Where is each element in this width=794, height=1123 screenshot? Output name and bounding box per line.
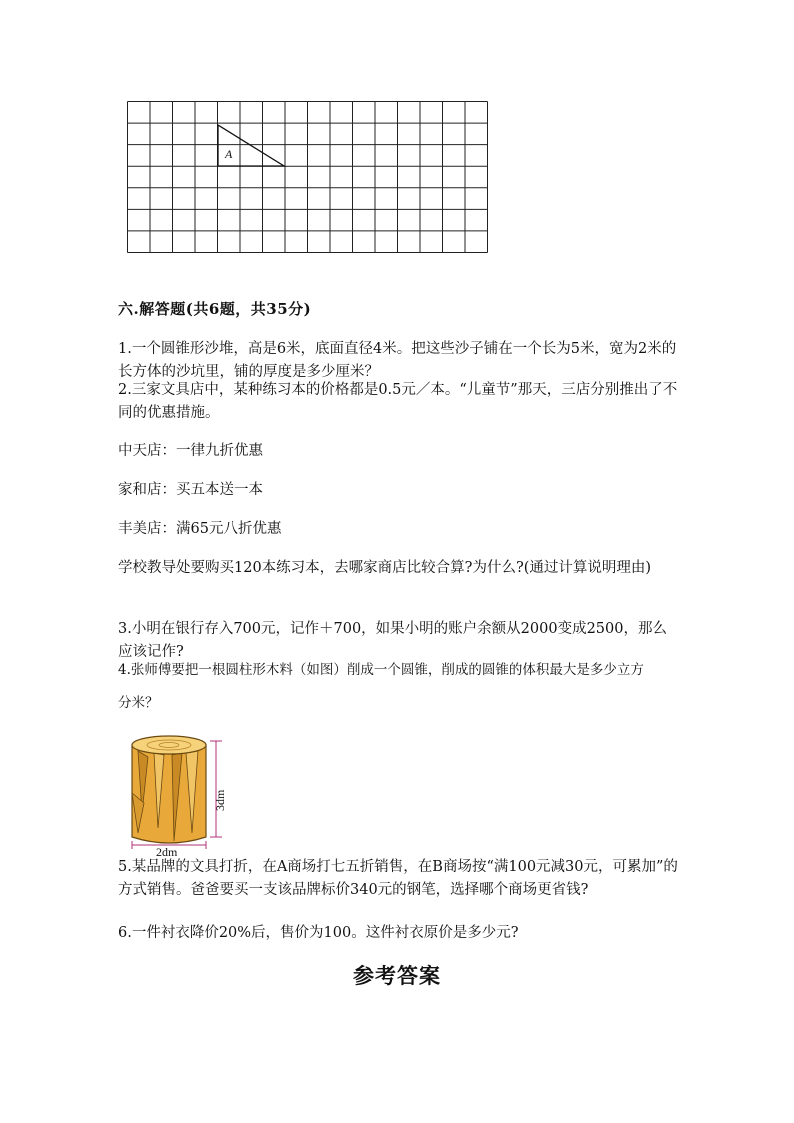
- section-title: 六.解答题(共6题，共35分): [118, 300, 312, 318]
- wood-log-svg: [124, 733, 234, 858]
- question-2-intro: 2.三家文具店中，某种练习本的价格都是0.5元／本。“儿童节”那天，三店分别推出了不同的优惠措施。: [118, 382, 678, 421]
- wood-log-figure: [124, 733, 234, 858]
- triangle-label: A: [225, 147, 233, 161]
- question-3: 3.小明在银行存入700元，记作＋700，如果小明的账户余额从2000变成2500，那么应该记作?: [118, 621, 667, 660]
- diameter-label: 2dm: [156, 845, 178, 858]
- question-4-line-2: 分米？: [118, 695, 159, 711]
- question-2-shop-3: 丰美店：满65元八折优惠: [118, 521, 282, 537]
- question-4-line-1: 4.张师傅要把一根圆柱形木料（如图）削成一个圆锥，削成的圆锥的体积最大是多少立方: [118, 662, 644, 678]
- question-2-shop-2: 家和店：买五本送一本: [118, 482, 263, 498]
- question-6: 6.一件衬衣降价20%后，售价为100。这件衬衣原价是多少元?: [118, 925, 519, 941]
- answer-title: 参考答案: [353, 963, 441, 988]
- height-label: 3dm: [213, 789, 227, 811]
- question-2-shop-1: 中天店：一律九折优惠: [118, 443, 263, 459]
- question-2-ask: 学校教导处要购买120本练习本，去哪家商店比较合算?为什么?(通过计算说明理由): [118, 560, 652, 576]
- question-1: 1.一个圆锥形沙堆，高是6米，底面直径4米。把这些沙子铺在一个长为5米，宽为2米的长方体的沙坑里，铺的厚度是多少厘米？: [118, 341, 677, 380]
- grid-figure: [127, 101, 488, 253]
- question-5: 5.某品牌的文具打折，在A商场打七五折销售，在B商场按“满100元减30元，可累加”的方式销售。爸爸要买一支该品牌标价340元的钢笔，选择哪个商场更省钱?: [118, 859, 678, 898]
- grid-svg: [127, 101, 488, 253]
